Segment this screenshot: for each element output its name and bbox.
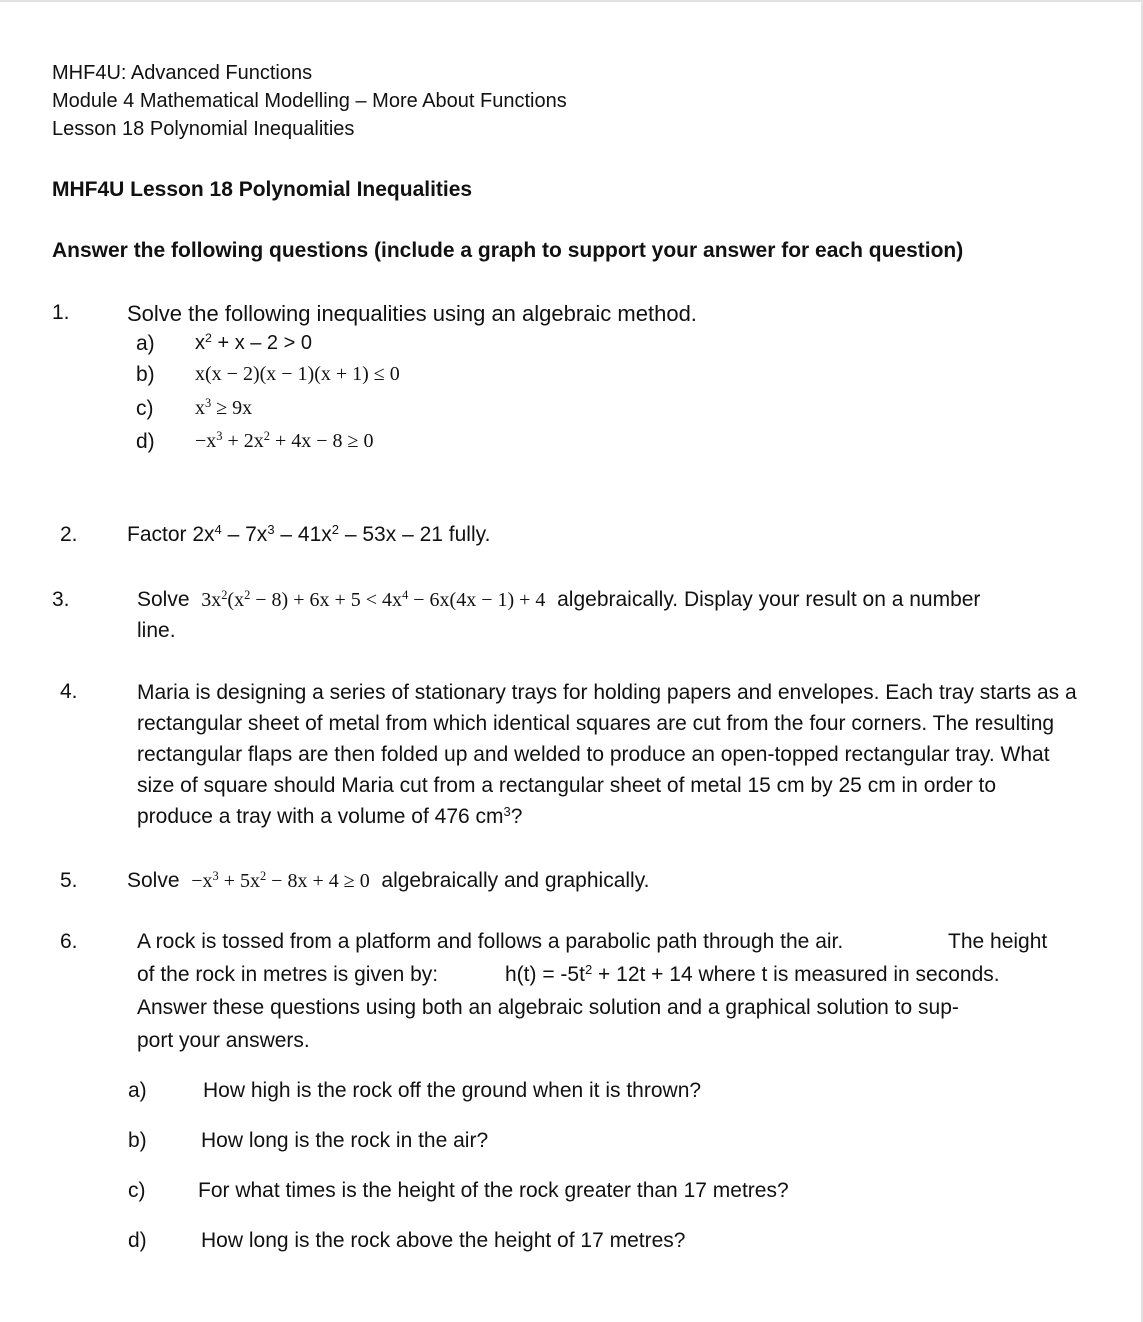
page-title: MHF4U Lesson 18 Polynomial Inequalities — [52, 178, 473, 201]
q1-part-d-label: d) — [136, 430, 155, 453]
question-6-height-function: $h(t) = -5t^2 + 12t + 14$ where t is measured in seconds. — [505, 961, 1000, 986]
q1-part-a-expression: $x^2 + x - 2 > 0$ — [195, 331, 312, 354]
module-title: Module 4 Mathematical Modelling – More About Functions — [52, 90, 567, 112]
q6-part-b-text: How long is the rock in the air? — [201, 1129, 489, 1152]
question-3-text: Solve $3x^2(x^2 - 8) + 6x + 5 < 4x^4 - 6x(4x - 1) + 4$ algebraically. Display your result on a number — [137, 588, 981, 611]
question-6-line-2a: of the rock in metres is given by: — [137, 963, 439, 986]
course-title: MHF4U: Advanced Functions — [52, 62, 313, 84]
q1-part-d-expression: $-x^3 + 2x^2 + 4x - 8 \ge 0$ — [195, 429, 374, 452]
page-border-top — [0, 0, 1143, 2]
question-6-line-3: Answer these questions using both an algebraic solution and a graphical solution to sup- — [137, 996, 959, 1019]
q6-part-d-label: d) — [128, 1229, 147, 1252]
q6-part-d-text: How long is the rock above the height of 17 metres? — [201, 1229, 686, 1252]
q6-part-b-label: b) — [128, 1129, 147, 1152]
question-2-number: 2. — [60, 523, 78, 546]
question-3-text-line2: line. — [137, 619, 176, 642]
question-5-text: Solve $-x^3 + 5x^2 - 8x + 4 \ge 0$ algebraically and graphically. — [127, 869, 650, 892]
q6-part-c-label: c) — [128, 1179, 146, 1202]
question-5-expression: $-x^3 + 5x^2 - 8x + 4 \ge 0$ — [191, 869, 370, 892]
question-3-expression: $3x^2(x^2 - 8) + 6x + 5 < 4x^4 - 6x(4x - 1) + 4$ — [201, 588, 546, 611]
question-6-line-4: port your answers. — [137, 1029, 310, 1052]
question-6-line-1b: The height — [948, 930, 1048, 953]
q6-part-a-text: How high is the rock off the ground when it is thrown? — [203, 1079, 702, 1102]
question-5-number: 5. — [60, 869, 78, 892]
q6-part-c-text: For what times is the height of the rock greater than 17 metres? — [198, 1179, 789, 1202]
lesson-subtitle: Lesson 18 Polynomial Inequalities — [52, 118, 355, 140]
q1-part-c-expression: $x^3 \ge 9x$ — [195, 396, 253, 419]
instructions: Answer the following questions (include a graph to support your answer for each question) — [52, 239, 964, 262]
question-6-line-1a: A rock is tossed from a platform and follows a parabolic path through the air. — [137, 930, 844, 953]
q1-part-a-label: a) — [136, 332, 155, 355]
q1-part-b-expression: x(x − 2)(x − 1)(x + 1) ≤ 0 — [195, 363, 400, 385]
question-4-number: 4. — [60, 680, 78, 703]
question-3-number: 3. — [52, 588, 70, 611]
question-6-number: 6. — [60, 930, 78, 953]
question-1-number: 1. — [52, 301, 70, 324]
question-1-text: Solve the following inequalities using an algebraic method. — [127, 301, 697, 326]
question-4-text: Maria is designing a series of stationary trays for holding papers and envelopes. Each tray starts as a rectangular sheet of metal from which identical squares are cut from the four corners. The resulting rectangular flaps are then folded up and welded to produce an open-topped rectangular tray. What size of square should Maria cut from a rectangular sheet of metal 15 cm by 25 cm in order to produce a tray with a volume of 476 $cm^3$? — [137, 681, 1077, 828]
q1-part-b-label: b) — [136, 363, 155, 386]
q1-part-c-label: c) — [136, 397, 154, 420]
q6-part-a-label: a) — [128, 1079, 147, 1102]
question-2-text: Factor $2x^4 - 7x^3 - 41x^2 - 53x - 21$ fully. — [127, 521, 491, 546]
